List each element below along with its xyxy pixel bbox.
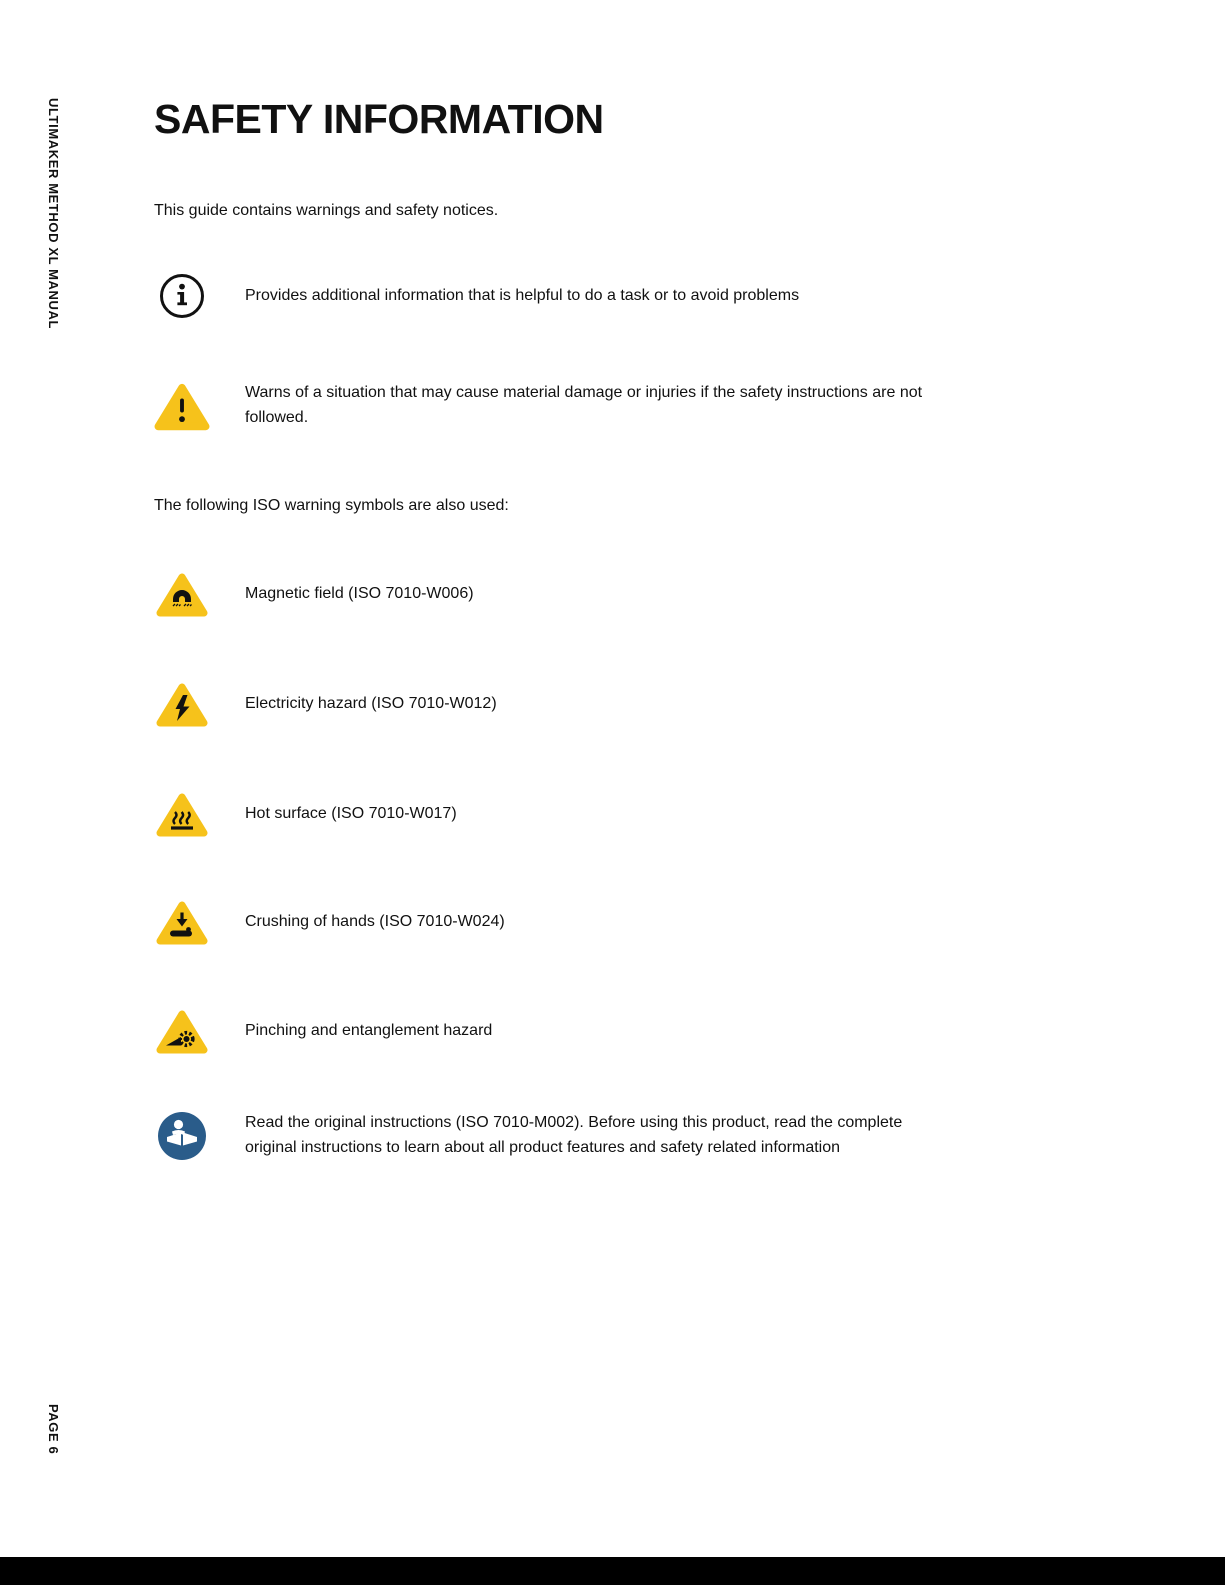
iso-symbol-row bbox=[154, 566, 984, 622]
pinching-entanglement-icon bbox=[154, 1008, 210, 1054]
intro-paragraph: This guide contains warnings and safety notices. bbox=[154, 202, 499, 219]
info-notice-text: Provides additional information that is helpful to do a task or to avoid problems bbox=[245, 286, 800, 304]
info-notice-row bbox=[154, 266, 984, 326]
info-icon bbox=[154, 271, 210, 321]
iso-symbol-label: Electricity hazard (ISO 7010-W012) bbox=[245, 694, 497, 712]
warning-notice-text: Warns of a situation that may cause material damage or injuries if the safety instructions are not followed. bbox=[245, 384, 923, 426]
iso-symbol-label: Read the original instructions (ISO 7010-M002). Before using this product, read the complete original instructions to learn about all product features and safety related information bbox=[245, 1114, 903, 1156]
sidebar-manual-label: ULTIMAKER METHOD XL MANUAL bbox=[46, 98, 61, 330]
iso-symbol-label: Pinching and entanglement hazard bbox=[245, 1021, 493, 1039]
electricity-hazard-icon bbox=[154, 681, 210, 727]
read-instructions-icon bbox=[154, 1110, 210, 1162]
hot-surface-icon bbox=[154, 791, 210, 837]
iso-symbol-label: Hot surface (ISO 7010-W017) bbox=[245, 804, 457, 822]
iso-symbol-label: Magnetic field (ISO 7010-W006) bbox=[245, 584, 474, 602]
iso-symbol-row bbox=[154, 1003, 984, 1059]
iso-intro-paragraph: The following ISO warning symbols are also used: bbox=[154, 497, 509, 514]
iso-symbol-label: Crushing of hands (ISO 7010-W024) bbox=[245, 912, 505, 930]
iso-symbol-row bbox=[154, 786, 984, 842]
iso-symbol-row bbox=[154, 676, 984, 732]
footer-bar bbox=[0, 1557, 1225, 1585]
page-title: SAFETY INFORMATION bbox=[154, 96, 604, 142]
crushing-of-hands-icon bbox=[154, 899, 210, 945]
warning-icon bbox=[154, 381, 210, 431]
warning-notice-row bbox=[154, 372, 984, 440]
sidebar-page-number: PAGE 6 bbox=[46, 1404, 61, 1455]
magnetic-field-icon bbox=[154, 571, 210, 617]
iso-symbol-row bbox=[154, 1100, 984, 1172]
iso-symbol-row bbox=[154, 894, 984, 950]
